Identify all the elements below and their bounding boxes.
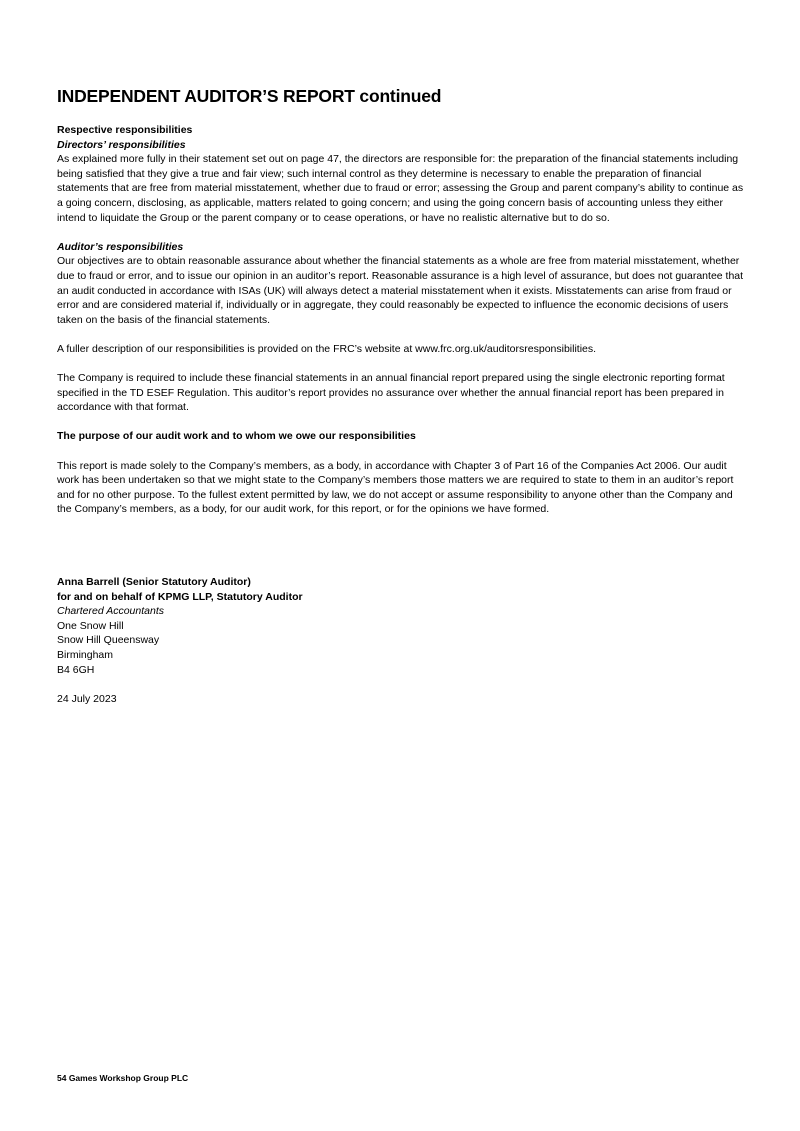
signatory-name: Anna Barrell (Senior Statutory Auditor)	[57, 576, 251, 589]
report-body	[57, 123, 747, 706]
address-line-1: One Snow Hill	[57, 619, 124, 632]
page-footer: 54 Games Workshop Group PLC	[57, 1073, 189, 1083]
purpose-paragraph: This report is made solely to the Company’s members, as a body, in accordance with Chapter 3 of Part 16 of the Companies Act 2006. Our audit work has been undertaken so that we might state to the Company’s members those matters we are required to state to them in an auditor’s report and for no other purpose. To the fullest extent permitted by law, we do not accept or assume responsibility to anyone other than the Company and the Company’s members, as a body, for our audit work, for this report, or for the opinions we have formed.	[57, 459, 734, 516]
esef-paragraph: The Company is required to include these financial statements in an annual financial report prepared using the single electronic reporting format specified in the TD ESEF Regulation. This auditor’s report provides no assurance over whether the annual financial report has been prepared in accordance with that format.	[57, 372, 725, 414]
spacer	[57, 357, 747, 372]
respective-responsibilities-heading: Respective responsibilities	[57, 124, 193, 136]
signatory-firm: for and on behalf of KPMG LLP, Statutory Auditor	[57, 590, 303, 603]
spacer	[57, 444, 747, 459]
signatory-designation: Chartered Accountants	[57, 605, 165, 618]
purpose-heading: The purpose of our audit work and to whom we owe our responsibilities	[57, 430, 416, 443]
auditors-responsibilities-subheading: Auditor’s responsibilities	[57, 240, 184, 253]
spacer	[57, 327, 747, 342]
address-line-3: Birmingham	[57, 649, 114, 661]
address-line-4: B4 6GH	[57, 663, 95, 676]
spacer	[57, 225, 747, 240]
page-title: INDEPENDENT AUDITOR’S REPORT continued	[57, 86, 442, 106]
auditors-responsibilities-paragraph: Our objectives are to obtain reasonable assurance about whether the financial statements as a whole are free from material misstatement, whether due to fraud or error, and to issue our opinion in an auditor’s report. Reasonable assurance is a high level of assurance, but does not guarantee that an audit conducted in accordance with ISAs (UK) will always detect a material misstatement when it exists. Misstatements can arise from fraud or error and are considered material if, individually or in aggregate, they could reasonably be expected to influence the economic decisions of users taken on the basis of the financial statements.	[57, 255, 744, 326]
spacer	[57, 517, 747, 575]
address-line-2: Snow Hill Queensway	[57, 634, 160, 647]
frc-paragraph: A fuller description of our responsibilities is provided on the FRC’s website at www.frc.org.uk/auditorsresponsibilities.	[57, 342, 597, 355]
directors-responsibilities-paragraph: As explained more fully in their statement set out on page 47, the directors are responsible for: the preparation of the financial statements including being satisfied that they give a true and fair view; such internal control as they determine is necessary to enable the preparation of financial statements that are free from material misstatement, whether due to fraud or error; assessing the Group and parent company’s ability to continue as a going concern, disclosing, as applicable, matters related to going concern; and using the going concern basis of accounting unless they either intend to liquidate the Group or the parent company or to cease operations, or have no realistic alternative but to do so.	[57, 153, 744, 224]
report-date: 24 July 2023	[57, 692, 117, 705]
spacer	[57, 677, 747, 692]
directors-responsibilities-subheading: Directors’ responsibilities	[57, 138, 186, 151]
spacer	[57, 415, 747, 430]
